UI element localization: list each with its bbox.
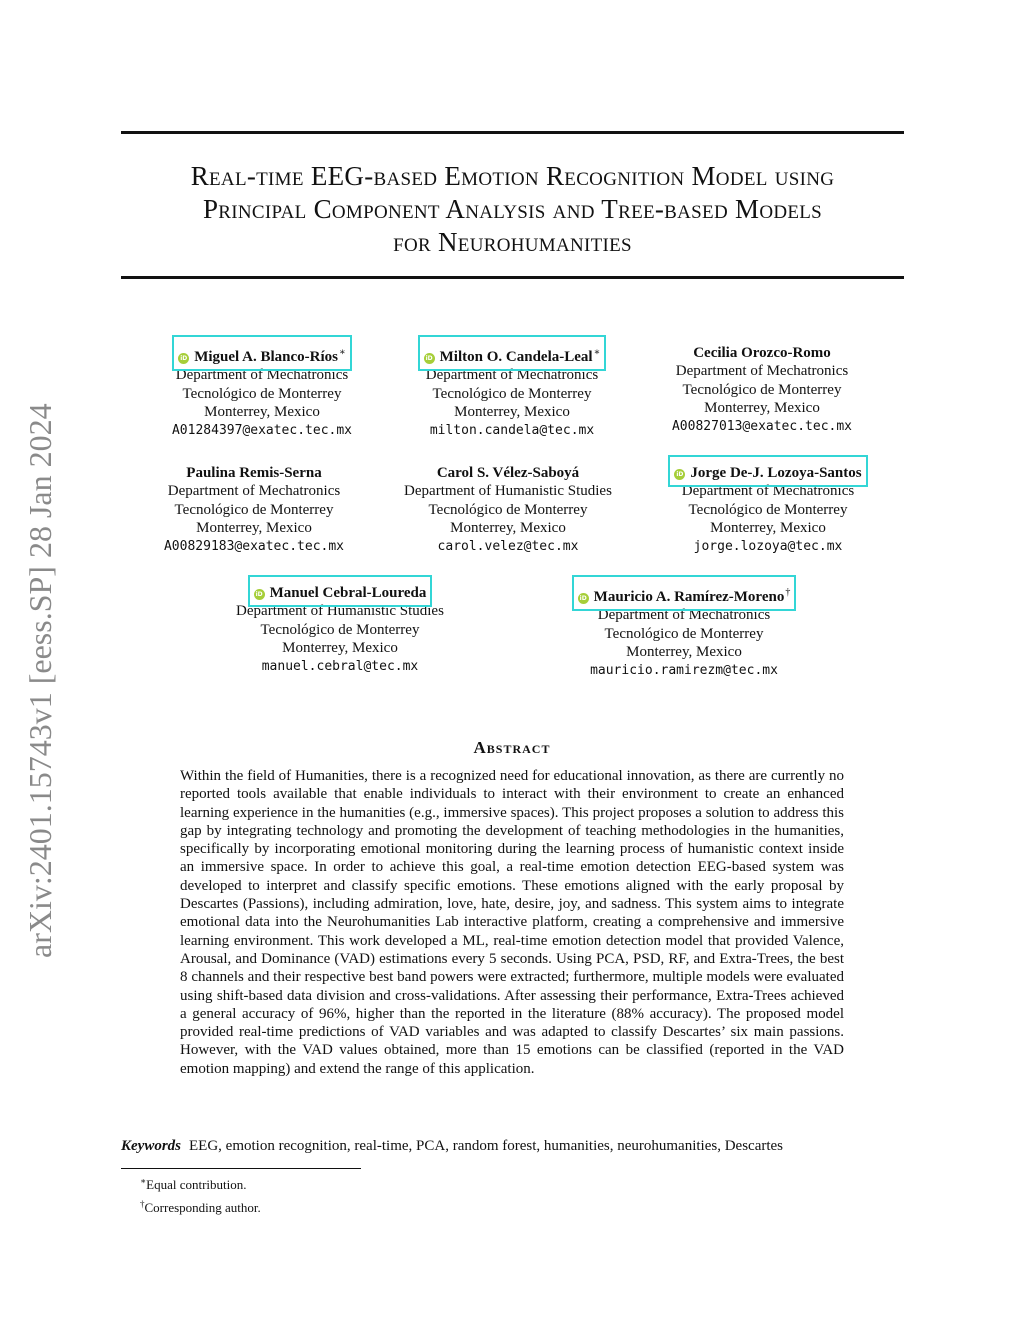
author-name: Cecilia Orozco-Romo <box>693 345 831 361</box>
author-block-7 <box>210 580 470 676</box>
author-name-text: Manuel Cebral-Loureda <box>269 585 427 601</box>
author-department: Department of Mechatronics <box>681 483 855 500</box>
author-name[interactable] <box>577 580 792 606</box>
author-institution: Tecnológico de Monterrey <box>260 621 420 638</box>
title-bottom-rule <box>121 276 904 279</box>
abstract-text: Within the field of Humanities, there is a recognized need for educational innovation, as there are currently no reported tools available that enable individuals to interact with their environment to create an enhanced learning experience in the humanities (e.g., immersive spaces). This project proposes a solution to address this gap by integrating technology and promoting the development of teaching methodologies in the humanities, specifically by incorporating emotional monitoring during the learning process of humanistic context inside an immersive space. In order to achieve this goal, a real-time emotion detection EEG-based system was developed to interpret and classify specific emotions. These emotions aligned with the early proposal by Descartes (Passions), including admiration, love, hate, desire, joy, and sadness. This system aims to integrate emotional data into the Neurohumanities Lab interactive platform, creating a comprehensive and immersive learning environment. This work developed a ML, real-time emotion detection model that provided Valence, Arousal, and Dominance (VAD) estimations every 5 seconds. Using PCA, PSD, RF, and Extra-Trees, the best 8 channels and their respective best band powers were extracted; furthermore, multiple models were evaluated using shift-based data division and cross-validations. After assessing their performance, Extra-Trees achieved a general accuracy of 96%, higher than the reported in the literature (88% accuracy). The proposed model provided real-time predictions of VAD variables and was adapted to classify Descartes’ six main passions. However, with the VAD values obtained, more than 15 emotions can be classified (reported in the VAD emotion mapping) and extend the range of this application. <box>180 768 844 1077</box>
author-email: milton.candela@tec.mx <box>429 422 595 438</box>
author-institution: Tecnológico de Monterrey <box>182 385 342 402</box>
author-email: A01284397@exatec.tec.mx <box>171 422 352 438</box>
author-email: jorge.lozoya@tec.mx <box>693 538 843 554</box>
author-name-text: Miguel A. Blanco-Ríos <box>194 349 338 365</box>
author-location: Monterrey, Mexico <box>626 644 742 661</box>
author-name: Paulina Remis-Serna <box>186 465 322 481</box>
footnote-rule <box>121 1168 361 1169</box>
author-block-2 <box>382 340 642 440</box>
author-location: Monterrey, Mexico <box>710 520 826 537</box>
author-location: Monterrey, Mexico <box>450 520 566 537</box>
author-department: Department of Mechatronics <box>167 483 341 500</box>
author-block-3 <box>632 340 892 436</box>
title-top-rule <box>121 131 904 134</box>
keywords-line <box>121 1137 904 1155</box>
author-block-6 <box>638 460 898 556</box>
author-name: Carol S. Vélez-Saboyá <box>436 465 580 481</box>
author-email: carol.velez@tec.mx <box>437 538 579 554</box>
author-name[interactable] <box>673 460 862 482</box>
author-location: Monterrey, Mexico <box>454 404 570 421</box>
author-institution: Tecnológico de Monterrey <box>682 381 842 398</box>
keywords-label: Keywords <box>121 1138 181 1154</box>
author-email: A00827013@exatec.tec.mx <box>671 418 852 434</box>
title-line-3: for Neurohumanities <box>393 227 632 257</box>
author-email: manuel.cebral@tec.mx <box>261 658 419 674</box>
author-name[interactable] <box>253 580 428 602</box>
footnote-symbol: † <box>140 1198 145 1209</box>
author-department: Department of Humanistic Studies <box>236 603 444 620</box>
author-email: mauricio.ramirezm@tec.mx <box>590 662 778 678</box>
author-block-5 <box>378 460 638 556</box>
footnote-corresponding-author <box>140 1195 261 1218</box>
author-location: Monterrey, Mexico <box>204 404 320 421</box>
author-name-text: Jorge De-J. Lozoya-Santos <box>690 465 862 481</box>
equal-contribution-mark: ∗ <box>338 347 346 358</box>
author-location: Monterrey, Mexico <box>282 640 398 657</box>
author-name[interactable] <box>423 340 602 366</box>
orcid-icon[interactable]: iD <box>180 355 188 362</box>
author-department: Department of Mechatronics <box>175 367 349 384</box>
title-line-1: Real-time EEG-based Emotion Recognition Model using <box>190 161 835 191</box>
author-institution: Tecnológico de Monterrey <box>428 501 588 518</box>
corresponding-author-mark: † <box>785 587 791 598</box>
paper-title <box>121 160 904 259</box>
abstract-heading: Abstract <box>473 738 551 757</box>
author-department: Department of Mechatronics <box>675 363 849 380</box>
author-institution: Tecnológico de Monterrey <box>688 501 848 518</box>
author-institution: Tecnológico de Monterrey <box>174 501 334 518</box>
orcid-icon[interactable]: iD <box>676 471 684 478</box>
footnote-text: Equal contribution. <box>146 1177 247 1192</box>
author-name[interactable] <box>177 340 347 366</box>
orcid-icon[interactable]: iD <box>579 595 587 602</box>
author-institution: Tecnológico de Monterrey <box>432 385 592 402</box>
author-block-8 <box>554 580 814 680</box>
orcid-icon[interactable]: iD <box>255 591 263 598</box>
arxiv-identifier: arXiv:2401.15743v1 [eess.SP] 28 Jan 2024 <box>22 403 58 958</box>
author-department: Department of Mechatronics <box>425 367 599 384</box>
equal-contribution-mark: ∗ <box>593 347 601 358</box>
author-name-text: Mauricio A. Ramírez-Moreno <box>593 589 785 605</box>
keywords-text: EEG, emotion recognition, real-time, PCA, random forest, humanities, neurohumanities, Descartes <box>189 1138 784 1154</box>
author-block-4 <box>124 460 384 556</box>
author-location: Monterrey, Mexico <box>704 400 820 417</box>
footnote-symbol: ∗ <box>140 1176 147 1186</box>
author-email: A00829183@exatec.tec.mx <box>163 538 344 554</box>
title-line-2: Principal Component Analysis and Tree-based Models <box>202 194 823 224</box>
footnote-equal-contribution <box>140 1172 261 1195</box>
orcid-icon[interactable]: iD <box>425 355 433 362</box>
author-block-1 <box>132 340 392 440</box>
author-institution: Tecnológico de Monterrey <box>604 625 764 642</box>
author-department: Department of Humanistic Studies <box>404 483 612 500</box>
footnotes <box>140 1172 261 1217</box>
footnote-text: Corresponding author. <box>144 1199 261 1215</box>
author-location: Monterrey, Mexico <box>196 520 312 537</box>
author-department: Department of Mechatronics <box>597 607 771 624</box>
author-name-text: Milton O. Candela-Leal <box>439 349 593 365</box>
